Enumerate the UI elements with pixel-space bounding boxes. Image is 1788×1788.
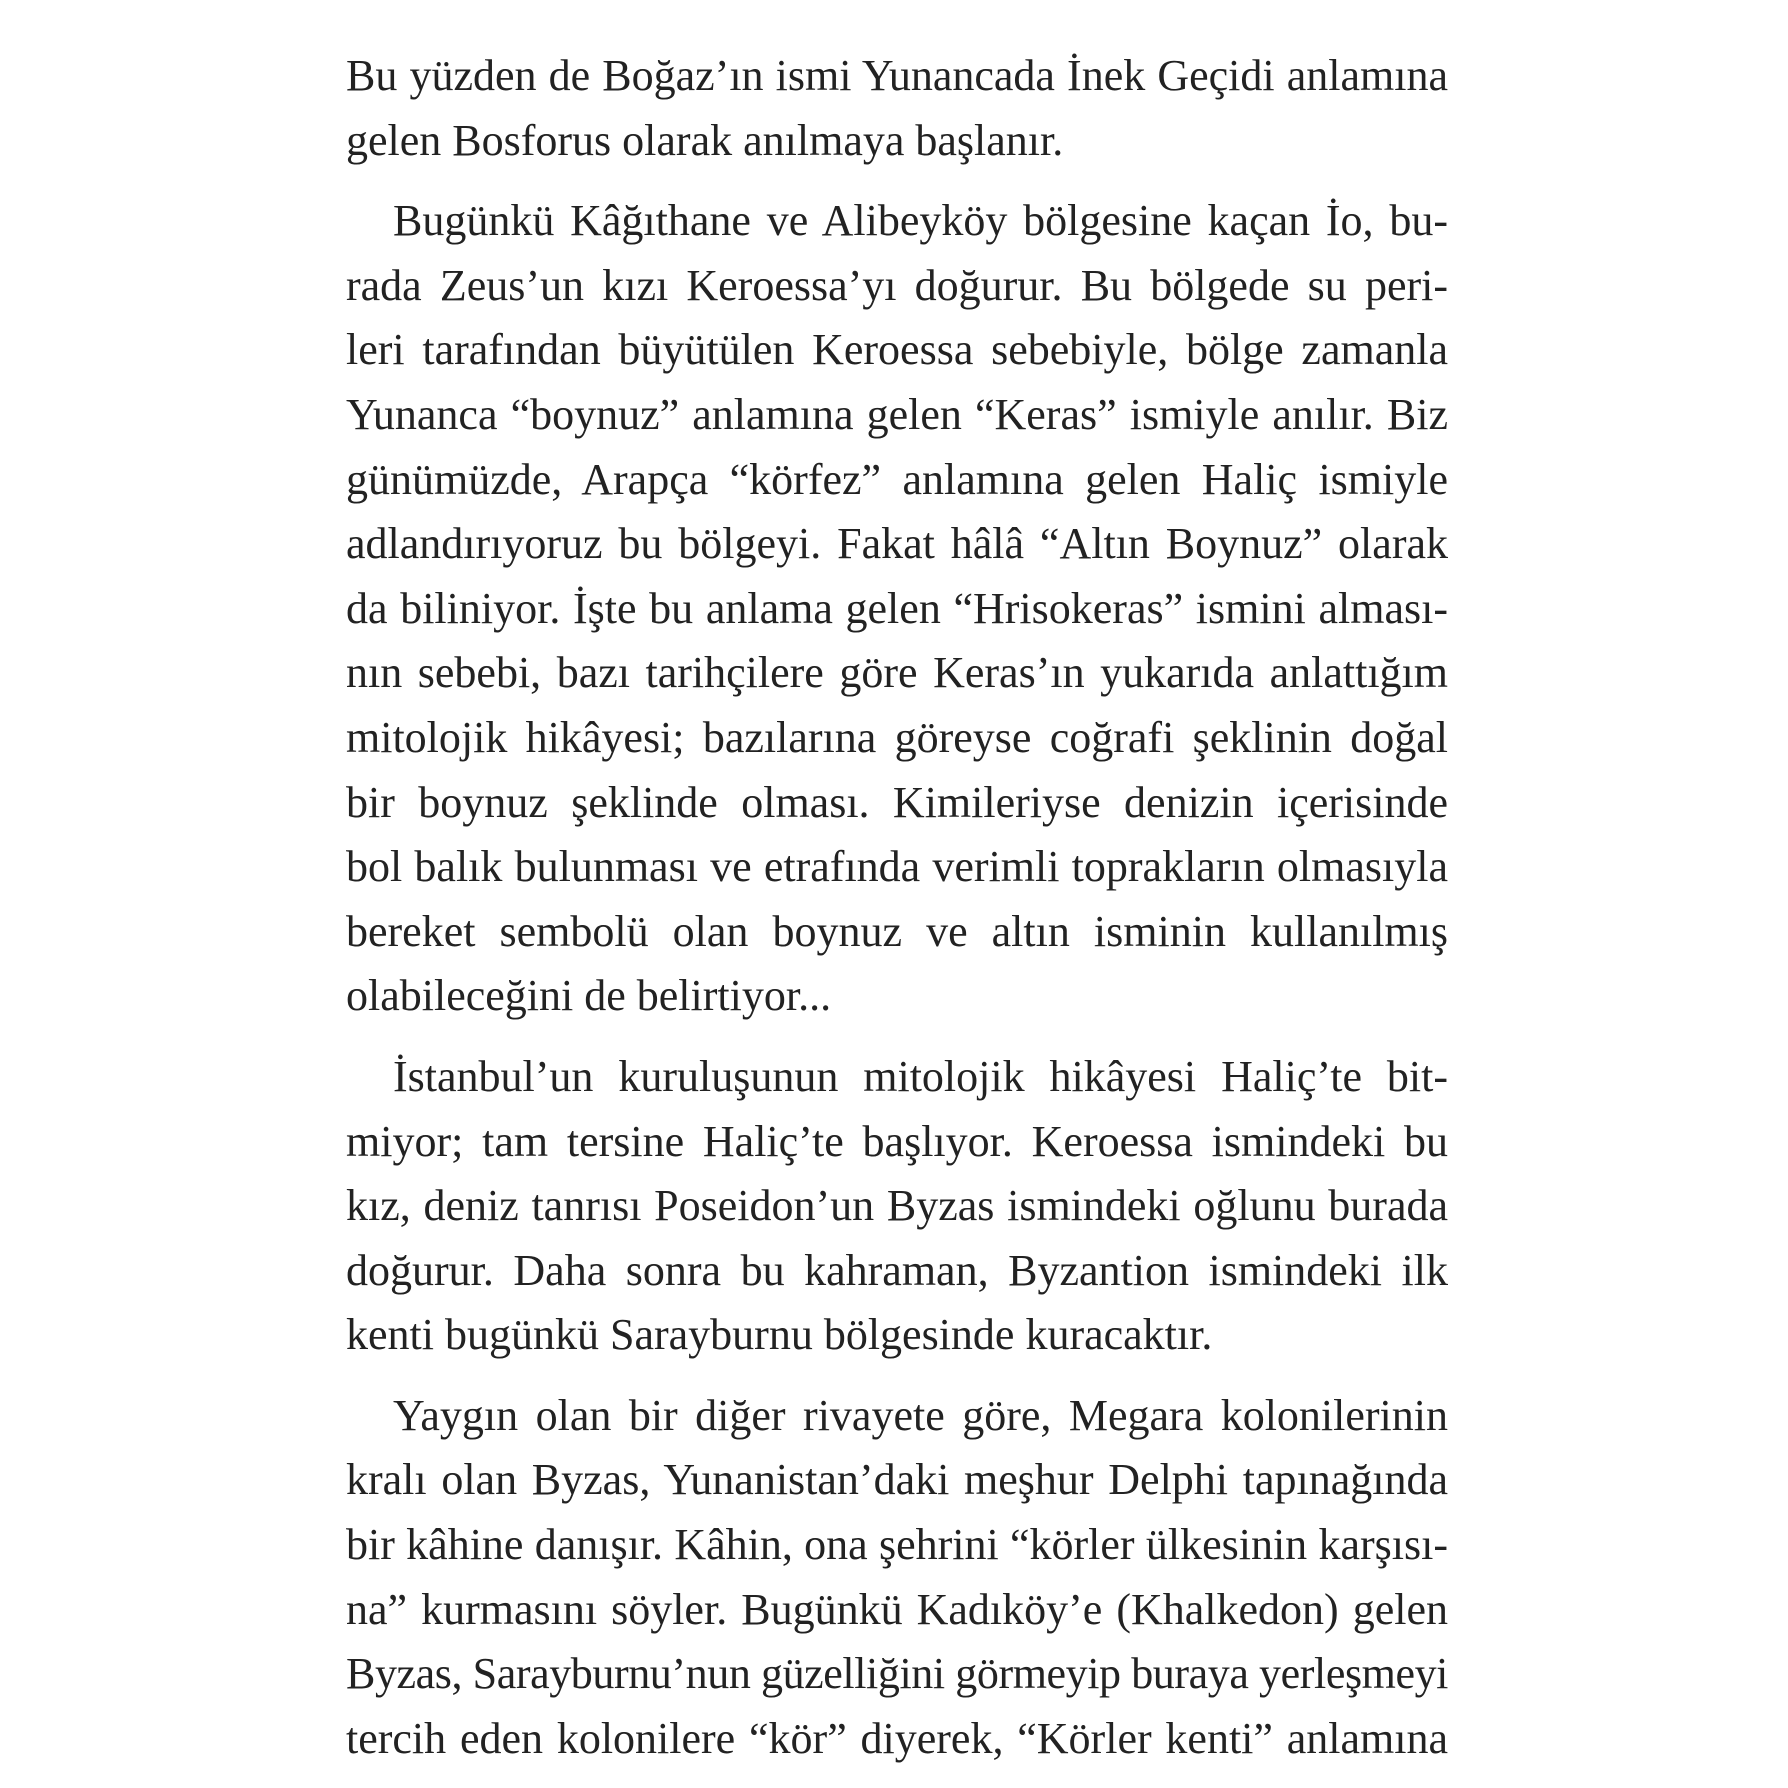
text-line: kenti bugünkü Sarayburnu bölgesinde kuracaktır.: [346, 1310, 1213, 1360]
text-line: na” kurmasını söyler. Bugünkü Kadıköy’e (Khalkedon) gelen: [346, 1584, 1448, 1634]
text-line: miyor; tam tersine Haliç’te başlıyor. Keroessa ismindeki bu: [346, 1116, 1448, 1166]
text-line: bir kâhine danışır. Kâhin, ona şehrini “körler ülkesinin karşısı-: [346, 1520, 1448, 1570]
text-line: kralı olan Byzas, Yunanistan’daki meşhur Delphi tapınağında: [346, 1455, 1448, 1505]
text-line: rada Zeus’un kızı Keroessa’yı doğurur. Bu bölgede su peri-: [346, 260, 1448, 310]
text-line: günümüzde, Arapça “körfez” anlamına gelen Haliç ismiyle: [346, 454, 1448, 504]
text-line: bir boynuz şeklinde olması. Kimileriyse denizin içerisinde: [346, 777, 1448, 827]
text-line: kız, deniz tanrısı Poseidon’un Byzas ismindeki oğlunu burada: [346, 1181, 1448, 1231]
text-line: mitolojik hikâyesi; bazılarına göreyse coğrafi şeklinin doğal: [346, 712, 1448, 762]
text-line: Bugünkü Kâğıthane ve Alibeyköy bölgesine kaçan İo, bu-: [393, 196, 1448, 246]
text-line: bol balık bulunması ve etrafında verimli toprakların olmasıyla: [346, 842, 1448, 892]
text-line: nın sebebi, bazı tarihçilere göre Keras’ın yukarıda anlattığım: [346, 648, 1448, 698]
text-line: Yaygın olan bir diğer rivayete göre, Megara kolonilerinin: [393, 1390, 1448, 1440]
text-line: İstanbul’un kuruluşunun mitolojik hikâyesi Haliç’te bit-: [393, 1051, 1448, 1101]
paragraph-4: [346, 1384, 1448, 1772]
document-page: [346, 44, 1448, 1787]
text-line: bereket sembolü olan boynuz ve altın isminin kullanılmış: [346, 906, 1448, 956]
text-line: Byzas, Sarayburnu’nun güzelliğini görmeyip buraya yerleşmeyi: [346, 1649, 1448, 1699]
text-line: Bu yüzden de Boğaz’ın ismi Yunancada İnek Geçidi anlamına: [346, 51, 1448, 100]
text-line: olabileceğini de belirtiyor...: [346, 971, 832, 1021]
text-line: leri tarafından büyütülen Keroessa sebebiyle, bölge zamanla: [346, 325, 1448, 375]
paragraph-3: [346, 1045, 1448, 1368]
text-line: gelen Bosforus olarak anılmaya başlanır.: [346, 115, 1064, 165]
text-line: tercih eden kolonilere “kör” diyerek, “Körler kenti” anlamına: [346, 1713, 1448, 1763]
paragraph-2: [346, 189, 1448, 1029]
paragraph-1: [346, 44, 1448, 173]
text-line: Yunanca “boynuz” anlamına gelen “Keras” ismiyle anılır. Biz: [346, 389, 1448, 439]
text-line: doğurur. Daha sonra bu kahraman, Byzantion ismindeki ilk: [346, 1245, 1448, 1295]
text-line: da biliniyor. İşte bu anlama gelen “Hrisokeras” ismini alması-: [346, 583, 1448, 633]
text-line: adlandırıyoruz bu bölgeyi. Fakat hâlâ “Altın Boynuz” olarak: [346, 519, 1448, 569]
